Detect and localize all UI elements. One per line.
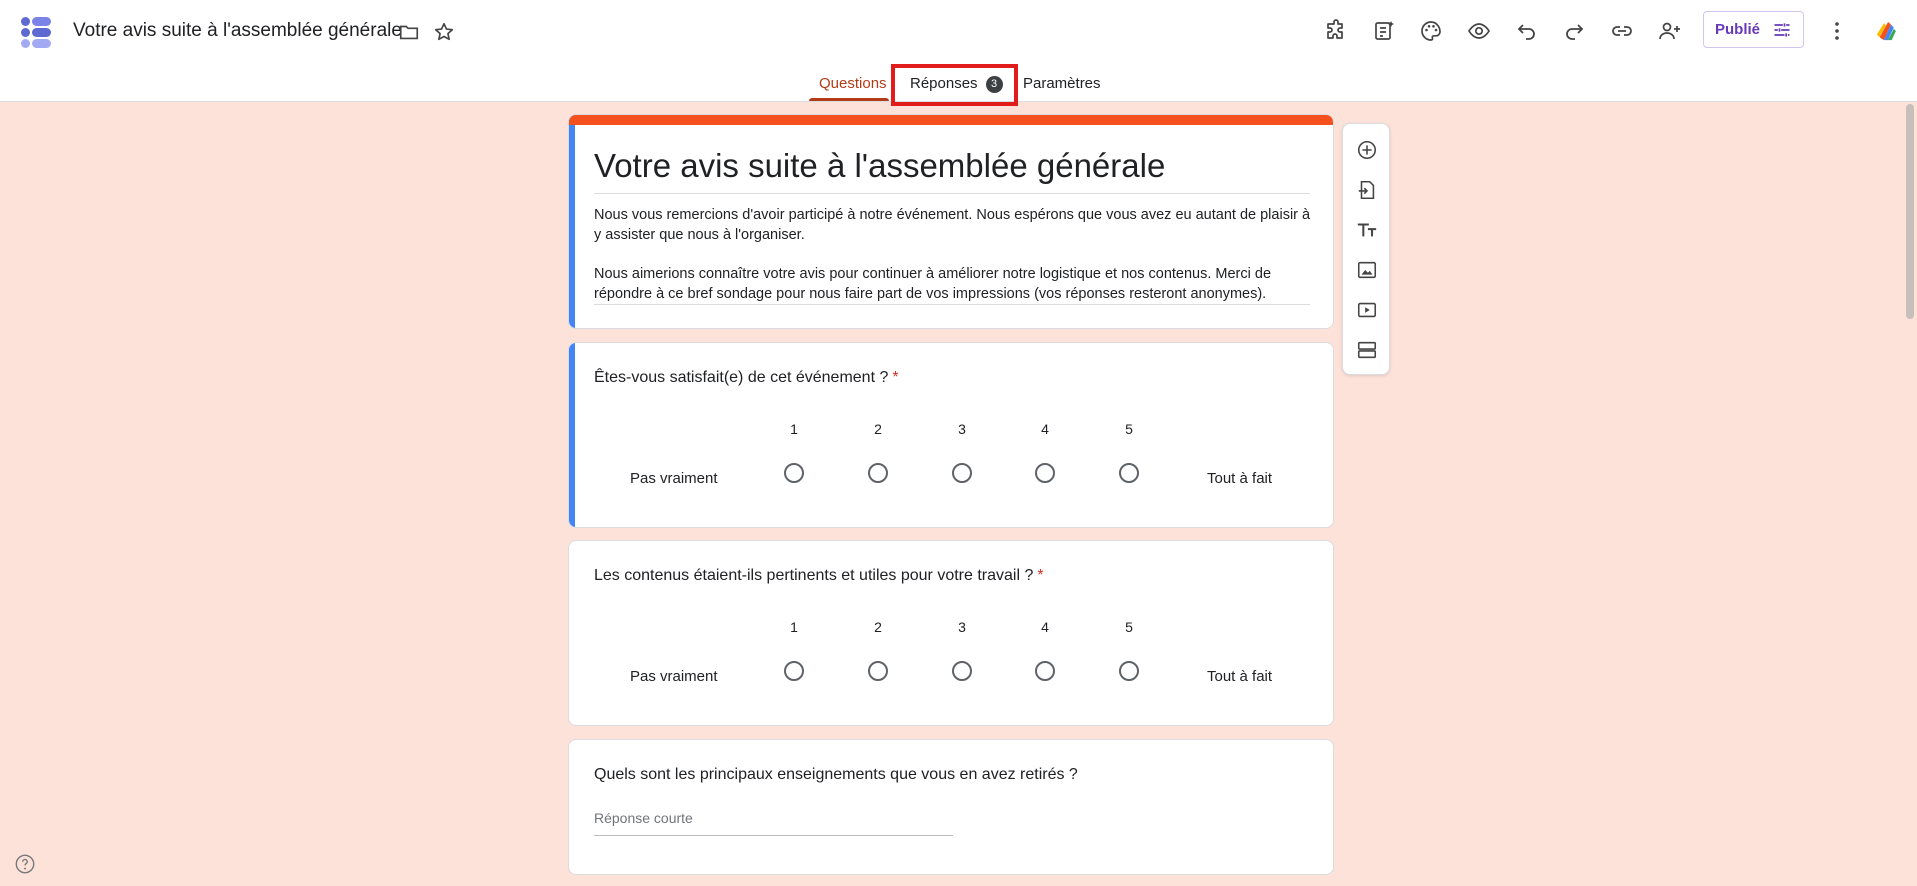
theme-stripe — [569, 115, 1333, 125]
highlight-annotation — [891, 64, 1018, 106]
undo-icon[interactable] — [1510, 14, 1544, 48]
form-title[interactable]: Votre avis suite à l'assemblée générale — [594, 147, 1166, 184]
scale-number: 4 — [1041, 619, 1049, 635]
form-header-card[interactable] — [568, 114, 1334, 329]
top-bar — [0, 0, 1917, 102]
add-video-icon[interactable] — [1353, 296, 1381, 324]
folder-icon[interactable] — [395, 18, 423, 46]
scale-radio[interactable] — [868, 661, 888, 681]
redo-icon[interactable] — [1557, 14, 1591, 48]
tab-active-indicator — [809, 98, 889, 101]
scale-number: 3 — [958, 421, 966, 437]
preview-eye-icon[interactable] — [1462, 14, 1496, 48]
forms-logo-icon[interactable] — [18, 14, 54, 50]
question-card[interactable] — [568, 739, 1334, 875]
responses-count-badge: 3 — [986, 76, 1003, 93]
form-description[interactable] — [594, 205, 1314, 304]
tab-settings[interactable]: Paramètres — [1023, 75, 1101, 92]
ai-summary-icon[interactable] — [1367, 14, 1401, 48]
short-answer-field[interactable]: Réponse courte — [594, 810, 953, 836]
scale-radio[interactable] — [1035, 661, 1055, 681]
question-title: Quels sont les principaux enseignements que vous en avez retirés ? — [594, 766, 1078, 783]
document-title[interactable]: Votre avis suite à l'assemblée générale — [73, 20, 402, 41]
side-toolbar — [1342, 123, 1390, 375]
scale-number: 4 — [1041, 421, 1049, 437]
account-avatar-icon[interactable] — [1869, 14, 1903, 48]
publish-button[interactable] — [1703, 11, 1804, 48]
link-icon[interactable] — [1605, 14, 1639, 48]
add-section-icon[interactable] — [1353, 336, 1381, 364]
add-image-icon[interactable] — [1353, 256, 1381, 284]
scale-radio[interactable] — [784, 661, 804, 681]
scale-radio[interactable] — [868, 463, 888, 483]
more-vert-icon[interactable] — [1820, 14, 1854, 48]
title-divider — [594, 193, 1310, 194]
scale-radio[interactable] — [784, 463, 804, 483]
star-icon[interactable] — [430, 18, 458, 46]
scale-number: 5 — [1125, 619, 1133, 635]
scale-number: 5 — [1125, 421, 1133, 437]
scale-radio[interactable] — [1035, 463, 1055, 483]
scale-radio[interactable] — [952, 463, 972, 483]
question-title: Êtes-vous satisfait(e) de cet événement ? * — [594, 369, 899, 386]
scale-high-label: Tout à fait — [1207, 668, 1273, 685]
help-icon[interactable] — [14, 853, 36, 875]
scale-number: 2 — [874, 421, 882, 437]
required-asterisk: * — [892, 369, 899, 386]
add-title-text-icon[interactable] — [1353, 216, 1381, 244]
publish-label: Publié — [1714, 21, 1760, 38]
tab-questions[interactable]: Questions — [819, 75, 887, 92]
description-divider — [594, 304, 1310, 305]
add-question-icon[interactable] — [1353, 136, 1381, 164]
add-collaborator-icon[interactable] — [1653, 14, 1687, 48]
scale-number: 1 — [790, 421, 798, 437]
scale-radio[interactable] — [952, 661, 972, 681]
scale-low-label: Pas vraiment — [630, 470, 718, 487]
scale-low-label: Pas vraiment — [630, 668, 718, 685]
question-card[interactable] — [568, 342, 1334, 528]
required-asterisk: * — [1037, 567, 1044, 584]
tune-icon — [1772, 20, 1792, 40]
scale-radio[interactable] — [1119, 463, 1139, 483]
palette-icon[interactable] — [1414, 14, 1448, 48]
description-paragraph: Nous vous remercions d'avoir participé à notre événement. Nous espérons que vous avez eu autant de plaisir à y assister que nous à l'organiser. — [594, 207, 1311, 243]
question-card[interactable] — [568, 540, 1334, 726]
scale-high-label: Tout à fait — [1207, 470, 1273, 487]
scale-number: 2 — [874, 619, 882, 635]
question-title: Les contenus étaient-ils pertinents et utiles pour votre travail ? * — [594, 567, 1044, 584]
tab-responses-label: Réponses — [910, 75, 978, 92]
scale-number: 3 — [958, 619, 966, 635]
scale-radio[interactable] — [1119, 661, 1139, 681]
addons-icon[interactable] — [1319, 14, 1353, 48]
description-paragraph: Nous aimerions connaître votre avis pour continuer à améliorer notre logistique et nos contenus. Merci de répondre à ce bref sondage pour nous faire part de vos impressions (vos réponses resteront anonymes). — [594, 266, 1272, 302]
import-questions-icon[interactable] — [1353, 176, 1381, 204]
scale-number: 1 — [790, 619, 798, 635]
scrollbar[interactable] — [1906, 104, 1914, 319]
